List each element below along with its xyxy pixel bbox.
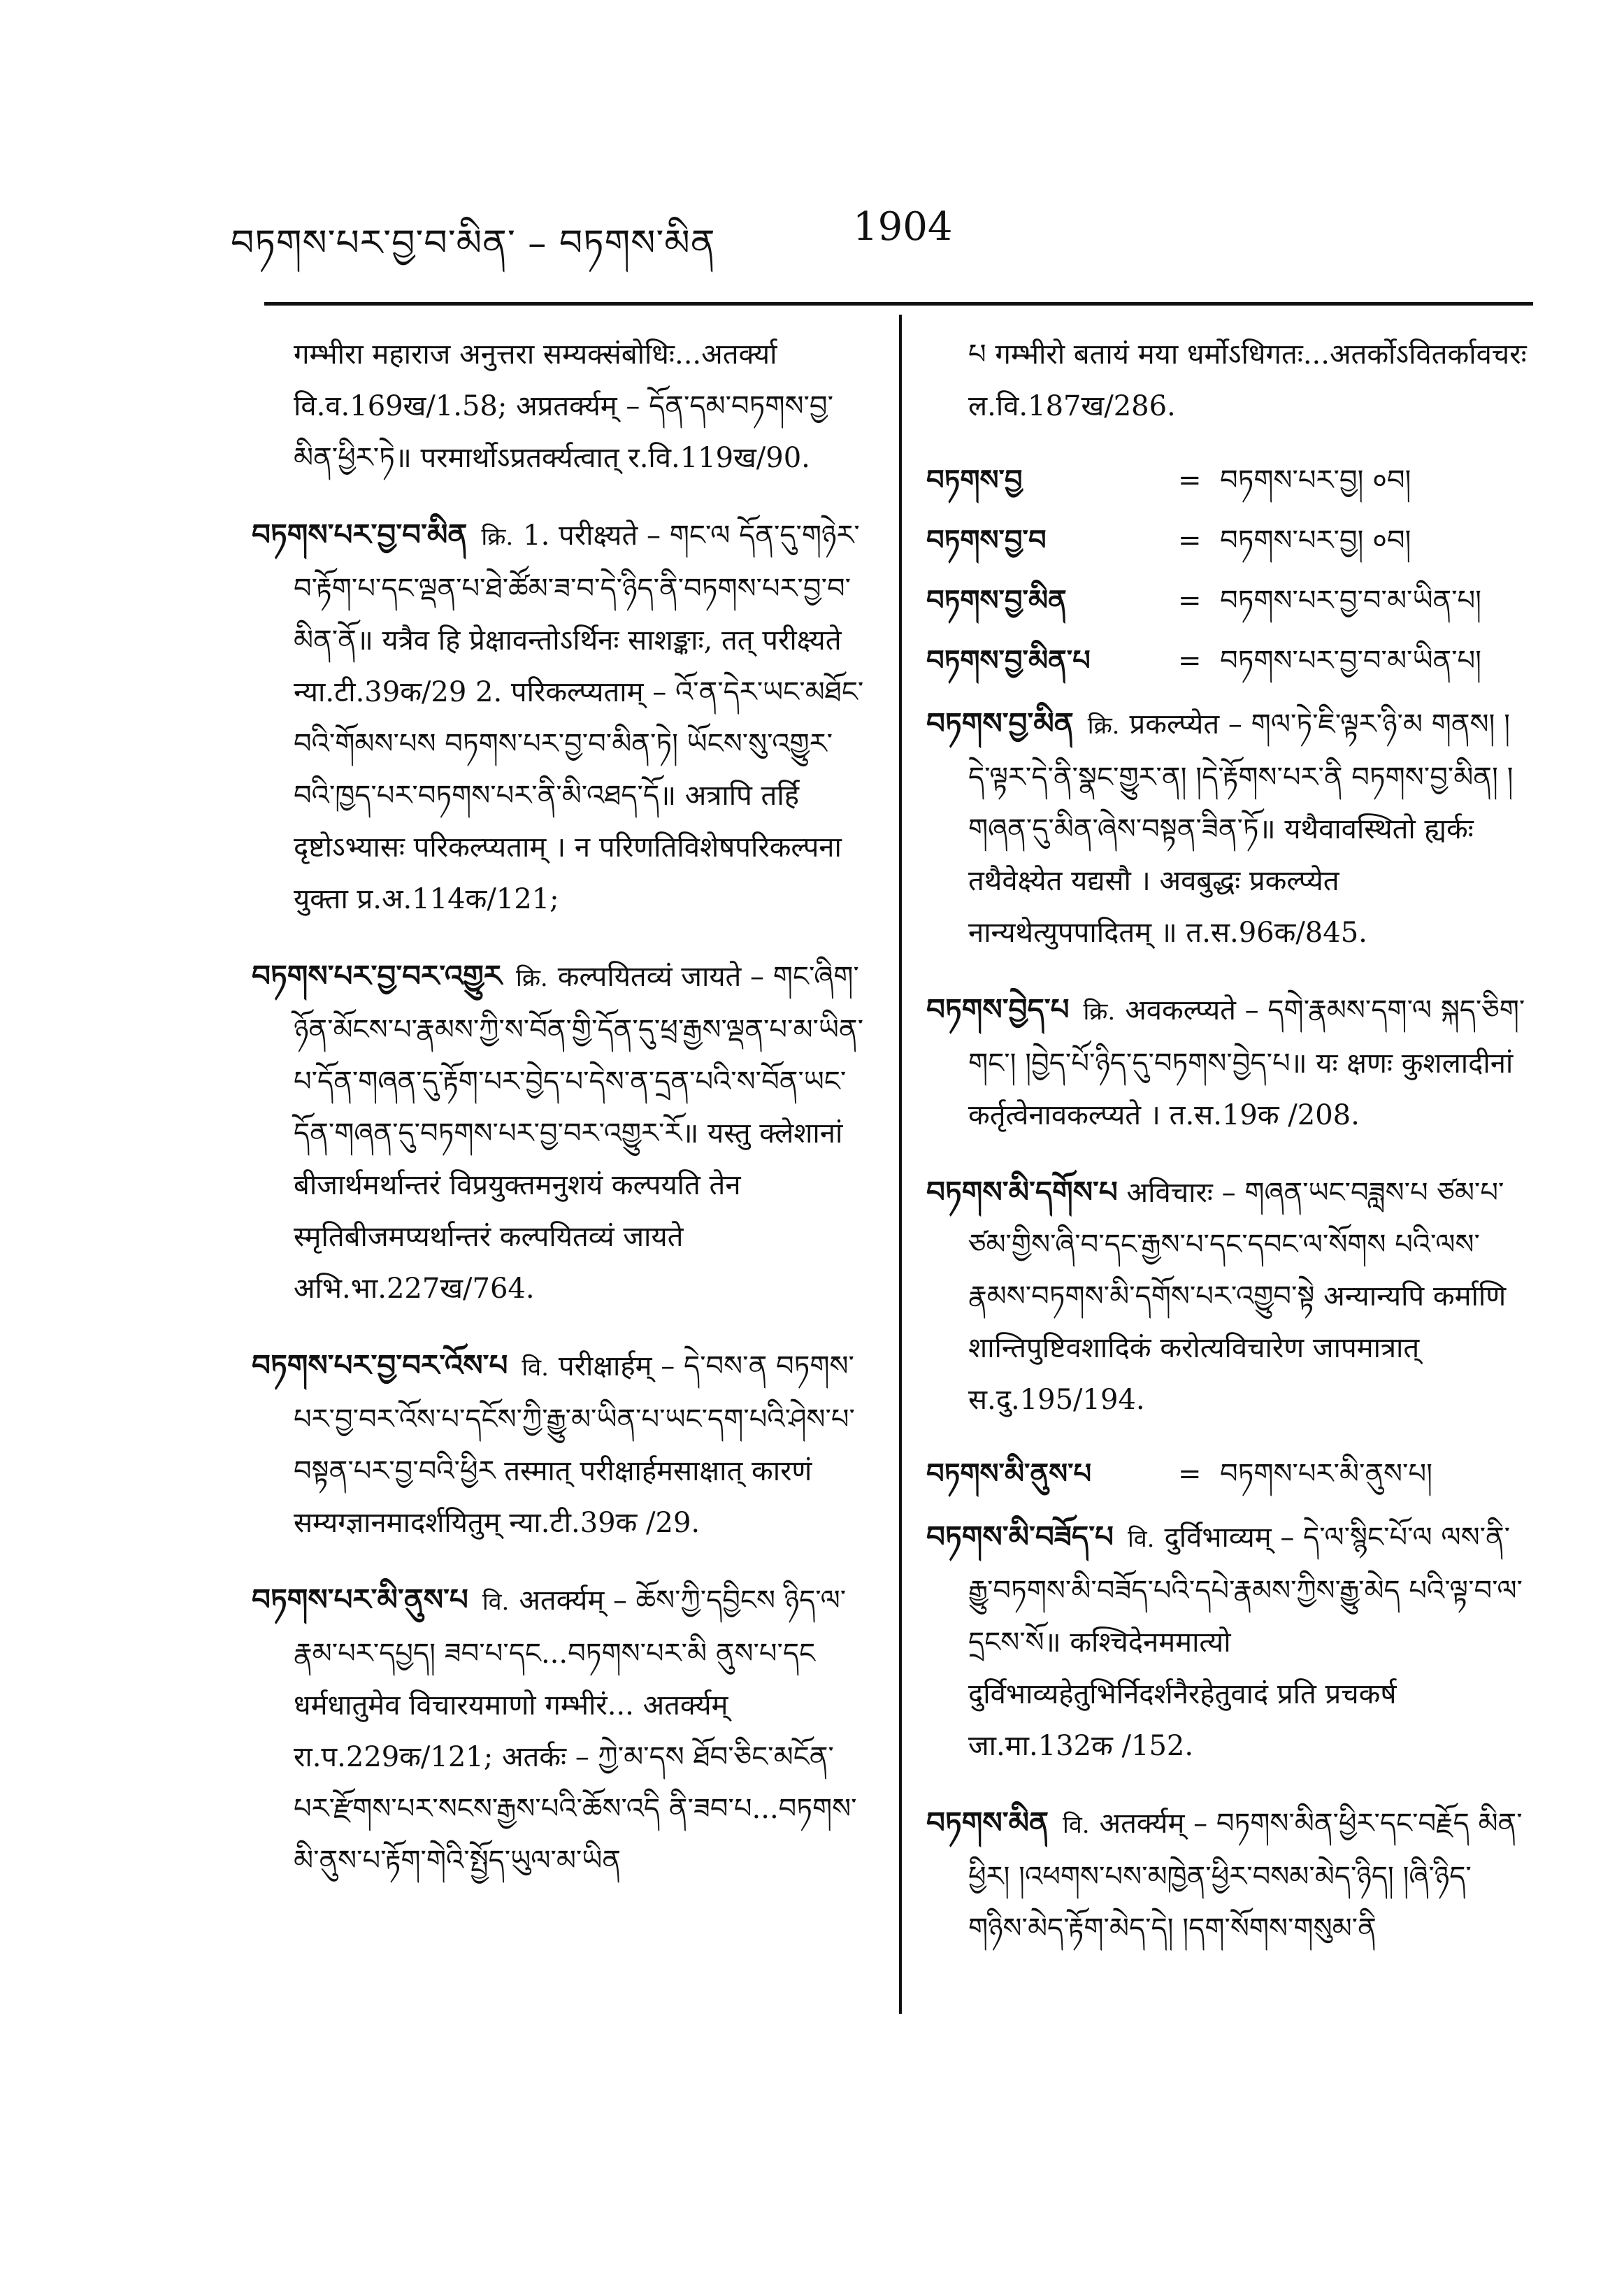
dictionary-entry — [926, 1797, 1528, 1954]
page-number: 1904 — [853, 204, 953, 250]
entry-text: दुर्विभाव्यम् – དེ་ལ་སྙིང་པོ་ལ ལས་ནི་རྒྱུ་བཏགས་མི་བཟོད་པའི་དཔེ་རྣམས་ཀྱིས་རྒྱུ་མེད པའི་ལྟ་བ་ལ་དྲངས་སོ॥ कश्चिदेनममात्यो दुर्विभाव्यहेतुभिर्निदर्शनैरहेतुवादं प्रति प्रचकर्ष जा.मा.132क /152. — [968, 1522, 1523, 1762]
xref-headword: བཏགས་བྱ་མིན་པ — [926, 644, 1091, 677]
cross-reference — [926, 517, 1528, 564]
grammar-label: वि. — [1127, 1525, 1155, 1553]
entry-text: गम्भीरा महाराज अनुत्तरा सम्यक्संबोधिः...अतर्क्या वि.व.169ख/1.58; अप्रतर्क्यम् – དོན་དམ་བཏགས་བྱ་མིན་ཕྱིར་ཏེ॥ परमार्थोऽप्रतर्क्यत्वात् र.वि.119ख/90. — [294, 338, 833, 474]
left-column — [252, 329, 867, 1912]
entry-headword: བཏགས་མི་དགོས་པ — [926, 1175, 1118, 1209]
entry-text: अविचारः – གཞན་ཡང་བཟླས་པ ཙམ་པ་ཙམ་གྱིས་ཞི་བ་དང་རྒྱས་པ་དང་དབང་ལ་སོགས པའི་ལས་རྣམས་བཏགས་མི་དགོས་པར་འགྱུབ་སྟེ अन्यान्यपि कर्माणि शान्तिपुष्टिवशादिकं करोत्यविचारेण जापमात्रात् स.दु.195/194. — [968, 1177, 1507, 1416]
cross-reference — [926, 578, 1528, 624]
column-divider — [899, 315, 902, 2014]
grammar-label: क्रि. — [481, 523, 514, 551]
equals-sign: = — [1178, 1458, 1202, 1490]
entry-text: कल्पयितव्यं जायते – གང་ཞིག་ཉོན་མོངས་པ་རྣམས་ཀྱི་ས་བོན་གྱི་དོན་དུ་ཕྲ་རྒྱས་ལྡན་པ་མ་ཡིན་པ་དོན་གཞན་དུ་རྟོག་པར་བྱེད་པ་དེས་ན་དྲན་པའི་ས་བོན་ཡང་དོན་གཞན་དུ་བཏགས་པར་བྱ་བར་འགྱུར་རོ॥ यस्तु क्लेशानां बीजार्थमर्थान्तरं विप्रयुक्तमनुशयं कल्पयति तेन स्मृतिबीजमप्यर्थान्तरं कल्पयितव्यं जायते अभि.भा.227ख/764. — [294, 961, 863, 1305]
dictionary-entry — [926, 984, 1528, 1141]
entry-text: པ गम्भीरो बतायं मया धर्मोऽधिगतः...अतर्कोऽवितर्कावचरः ल.वि.187ख/286. — [968, 338, 1527, 422]
dictionary-entry — [252, 950, 867, 1315]
cross-reference — [926, 457, 1528, 503]
entry-text: प्रकल्प्येत – གལ་ཏེ་ཇི་ལྟར་ཉི་མ གནས། །དེ་ལྟར་དེ་ནི་སྣང་གྱུར་ན། །དེ་རྟོགས་པར་ནི བཏགས་བྱ་མིན། །གཞན་དུ་མིན་ཞེས་བསྟན་ཟིན་ཏོ॥ यथैवावस्थितो ह्यर्कः तथैवेक्ष्येत यद्यसौ । अवबुद्धः प्रकल्प्येत नान्यथेत्युपपादितम् ॥ त.स.96क/845. — [968, 708, 1514, 949]
grammar-label: क्रि. — [1083, 998, 1116, 1026]
dictionary-entry — [252, 1574, 867, 1887]
xref-target: བཏགས་པར་བྱ། ०བ། — [1220, 464, 1411, 496]
entry-text: 1. परीक्ष्यते – གང་ལ དོན་དུ་གཉེར་བ་རྟོག་པ་དང་ལྡན་པ་ཐེ་ཚོམ་ཟ་བ་དེ་ཉིད་ནི་བཏགས་པར་བྱ་བ་མིན་ནོ॥ यत्रैव हि प्रेक्षावन्तोऽर्थिनः साशङ्काः, तत् परीक्ष्यते न्या.टी.39क/29 2. परिकल्प्यताम् – འོ་ན་དེར་ཡང་མཐོང་བའི་གོམས་པས བཏགས་པར་བྱ་བ་མིན་ཏེ། ཡོངས་སུ་འགྱུར་བའི་ཁྱད་པར་བཏགས་པར་ནི་མི་འཐད་དོ॥ अत्रापि तर्हि दृष्टोऽभ्यासः परिकल्प्यताम् । न परिणतिविशेषपरिकल्पना युक्ता प्र.अ.114क/121; — [294, 520, 864, 915]
cross-reference — [926, 638, 1528, 684]
right-column — [926, 329, 1528, 1980]
equals-sign: = — [1178, 645, 1202, 677]
dictionary-entry — [252, 1340, 867, 1549]
xref-headword: བཏགས་བྱ་བ — [926, 524, 1047, 557]
entry-headword: བཏགས་མིན — [926, 1805, 1049, 1840]
running-head: བཏགས་པར་བྱ་བ་མིན་ – བཏགས་མིན — [231, 222, 716, 264]
equals-sign: = — [1178, 464, 1202, 496]
equals-sign: = — [1178, 585, 1202, 617]
entry-headword: བཏགས་བྱེད་པ — [926, 992, 1070, 1026]
entry-headword: བཏགས་བྱ་མིན — [926, 706, 1074, 740]
dictionary-entry — [926, 1511, 1528, 1772]
grammar-label: वि. — [1063, 1811, 1090, 1839]
cross-reference — [926, 1451, 1528, 1497]
entry-headword: བཏགས་པར་བྱ་བ་མིན — [252, 517, 468, 552]
grammar-label: क्रि. — [516, 964, 548, 992]
entry-continuation — [926, 329, 1528, 432]
xref-target: བཏགས་པར་མི་ནུས་པ། — [1220, 1458, 1432, 1490]
entry-headword: བཏགས་པར་མི་ནུས་པ — [252, 1582, 468, 1617]
entry-text: परीक्षार्हम् – དེ་བས་ན བཏགས་པར་བྱ་བར་འོས་པ་དངོས་ཀྱི་རྒྱུ་མ་ཡིན་པ་ཡང་དག་པའི་ཤེས་པ་བསྟན་པར་བྱ་བའི་ཕྱིར तस्मात् परीक्षार्हमसाक्षात् कारणं सम्यग्ज्ञानमादर्शयितुम् न्या.टी.39क /29. — [294, 1350, 855, 1539]
xref-target: བཏགས་པར་བྱ་བ་མ་ཡིན་པ། — [1220, 645, 1482, 677]
dictionary-entry — [252, 509, 867, 925]
entry-text: अतर्क्यम् – བཏགས་མིན་ཕྱིར་དང་བརྗོད མིན་ཕྱིར། །འཕགས་པས་མཁྱེན་ཕྱིར་བསམ་མེད་ཉིད། །ཞི་ཉིད་གཉིས་མེད་རྟོག་མེད་དེ། །དག་སོགས་གསུམ་ནི — [968, 1808, 1523, 1945]
dictionary-entry — [926, 1166, 1528, 1426]
grammar-label: वि. — [482, 1588, 510, 1616]
entry-headword: བཏགས་མི་བཟོད་པ — [926, 1519, 1114, 1554]
xref-headword: བཏགས་མི་ནུས་པ — [926, 1457, 1092, 1490]
entry-headword: བཏགས་པར་བྱ་བར་འོས་པ — [252, 1348, 508, 1382]
entry-continuation — [252, 329, 867, 484]
entry-text: अवकल्प्यते – དགེ་རྣམས་དག་ལ སྐད་ཅིག་གང་། །བྱེད་པོ་ཉིད་དུ་བཏགས་བྱེད་པ॥ यः क्षणः कुशलादीनां कर्तृत्वेनावकल्प्यते । त.स.19क /208. — [968, 994, 1525, 1131]
header-rule — [264, 302, 1533, 306]
xref-headword: བཏགས་བྱ — [926, 464, 1023, 496]
equals-sign: = — [1178, 524, 1202, 557]
xref-headword: བཏགས་བྱ་མིན — [926, 584, 1067, 617]
xref-target: བཏགས་པར་བྱ། ०བ། — [1220, 524, 1411, 557]
entry-text: अतर्क्यम् – ཆོས་ཀྱི་དབྱིངས ཉིད་ལ་རྣམ་པར་དཔྱད། ཟབ་པ་དང...བཏགས་པར་མི ནུས་པ་དང धर्मधातुमेव विचारयमाणो गम्भीरं... अतर्क्यम् रा.प.229क/121; अतर्कः – ཀྱེ་མ་དས ཐོབ་ཅིང་མངོན་པར་རྫོགས་པར་སངས་རྒྱས་པའི་ཆོས་འདི ནི་ཟབ་པ...བཏགས་མི་ནུས་པ་རྟོག་གེའི་སྤྱོད་ཡུལ་མ་ཡིན — [294, 1584, 857, 1877]
dictionary-entry — [926, 698, 1528, 959]
entry-headword: བཏགས་པར་བྱ་བར་འགྱུར — [252, 959, 503, 993]
grammar-label: वि. — [522, 1354, 549, 1382]
grammar-label: क्रि. — [1087, 712, 1120, 740]
xref-target: བཏགས་པར་བྱ་བ་མ་ཡིན་པ། — [1220, 585, 1482, 617]
